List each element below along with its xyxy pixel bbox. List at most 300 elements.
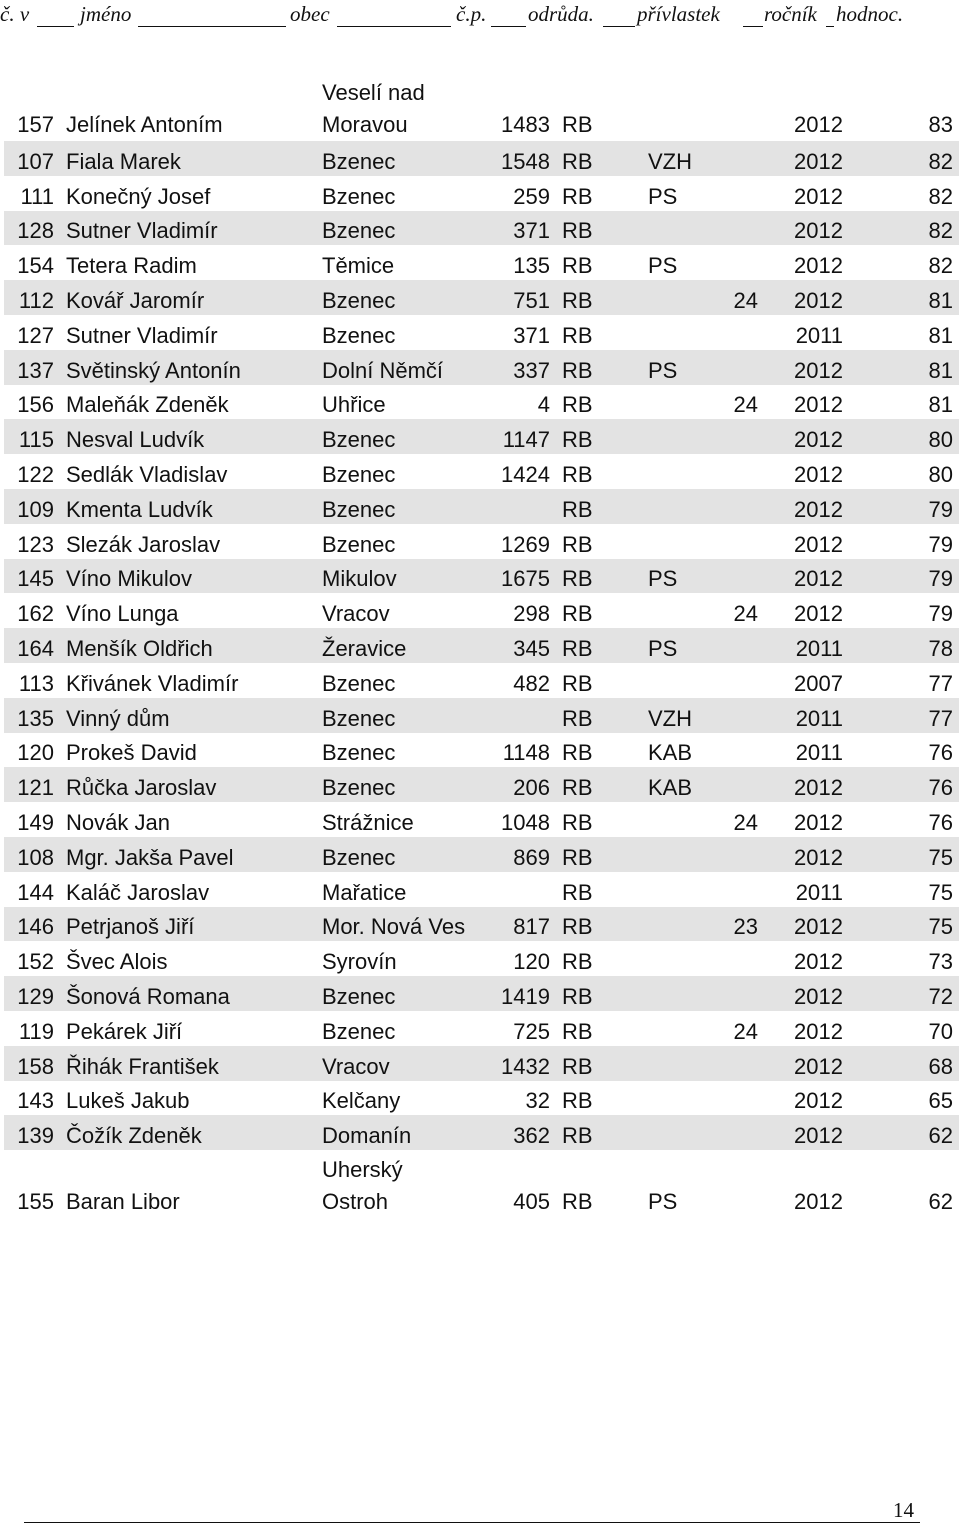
cell-hodnoceni: 73	[928, 949, 953, 975]
table-row	[4, 315, 959, 350]
column-header	[0, 0, 960, 30]
cell-hodnoceni: 79	[849, 489, 959, 524]
cell-cislo: 144	[17, 879, 54, 905]
cell-cp: 751	[478, 280, 556, 315]
cell-cp: 1432	[478, 1046, 556, 1081]
cell-cp: 1424	[501, 461, 550, 487]
cell-rocnik: 2012	[764, 767, 849, 802]
header-underline	[337, 26, 451, 27]
cell-rocnik: 2012	[764, 1046, 849, 1081]
cell-cislo: 128	[4, 211, 60, 246]
cell-cp: 362	[478, 1115, 556, 1150]
cell-extra	[724, 489, 764, 524]
cell-cp: 337	[478, 350, 556, 385]
cell-obec: Bzenec	[316, 280, 478, 315]
table-row	[4, 454, 959, 489]
cell-jmeno: Křivánek Vladimír	[66, 670, 239, 696]
header-underline	[37, 26, 74, 27]
cell-cislo: 112	[4, 280, 60, 315]
cell-jmeno: Pekárek Jiří	[66, 1018, 183, 1044]
cell-hodnoceni: 81	[928, 322, 953, 348]
cell-jmeno: Víno Lunga	[66, 601, 179, 627]
cell-jmeno: Čožík Zdeněk	[60, 1115, 316, 1150]
cell-cislo: 120	[17, 740, 54, 766]
cell-hodnoceni: 72	[849, 976, 959, 1011]
cell-jmeno: Maleňák Zdeněk	[66, 392, 229, 418]
cell-odruda: RB	[556, 141, 642, 176]
cell-rocnik: 2012	[764, 419, 849, 454]
cell-hodnoceni: 81	[928, 392, 953, 418]
cell-jmeno: Novák Jan	[66, 809, 170, 835]
cell-obec: Bzenec	[316, 767, 478, 802]
table-row	[4, 176, 959, 211]
table-row	[4, 141, 959, 176]
cell-cislo: 162	[17, 601, 54, 627]
header-rocnik: ročník	[764, 2, 817, 26]
cell-privlastek	[642, 211, 724, 246]
cell-privlastek	[642, 1046, 724, 1081]
cell-extra	[724, 976, 764, 1011]
cell-odruda: RB	[562, 1088, 593, 1114]
cell-cp: 1048	[501, 809, 550, 835]
cell-rocnik: 2012	[764, 489, 849, 524]
cell-cp: 1419	[478, 976, 556, 1011]
cell-odruda: RB	[562, 1189, 593, 1215]
cell-extra	[724, 245, 764, 280]
cell-cp	[478, 872, 556, 907]
header-underline	[491, 26, 526, 27]
cell-odruda: RB	[556, 280, 642, 315]
cell-obec: Bzenec	[322, 670, 396, 696]
cell-odruda: RB	[562, 1018, 593, 1044]
cell-rocnik: 2012	[764, 211, 849, 246]
cell-cp: 371	[513, 322, 550, 348]
cell-extra: 24	[733, 1018, 758, 1044]
cell-cislo: 143	[17, 1088, 54, 1114]
cell-hodnoceni: 79	[928, 601, 953, 627]
table-row	[4, 698, 959, 733]
footer-rule	[24, 1522, 920, 1523]
cell-extra	[724, 315, 764, 350]
cell-cp: 120	[513, 949, 550, 975]
cell-extra	[724, 628, 764, 663]
cell-hodnoceni: 80	[849, 419, 959, 454]
cell-obec: Mor. Nová Ves	[316, 907, 478, 942]
table-row	[4, 976, 959, 1011]
cell-cp: 869	[478, 837, 556, 872]
cell-cp: 725	[513, 1018, 550, 1044]
cell-cislo: 115	[4, 419, 60, 454]
cell-jmeno: Slezák Jaroslav	[66, 531, 221, 557]
cell-privlastek	[642, 802, 724, 837]
cell-privlastek	[642, 73, 724, 141]
cell-rocnik: 2007	[794, 670, 843, 696]
header-hodnoc: hodnoc.	[836, 2, 904, 26]
table-row	[4, 385, 959, 420]
cell-privlastek	[642, 593, 724, 628]
cell-cp: 1483	[501, 112, 550, 137]
cell-jmeno: Sutner Vladimír	[60, 211, 316, 246]
cell-jmeno: Lukeš Jakub	[66, 1088, 190, 1114]
cell-odruda: RB	[556, 907, 642, 942]
cell-odruda: RB	[562, 949, 593, 975]
cell-odruda: RB	[556, 767, 642, 802]
cell-cislo: 108	[4, 837, 60, 872]
cell-obec: Bzenec	[316, 976, 478, 1011]
cell-privlastek	[642, 872, 724, 907]
header-jmeno: jméno	[80, 2, 132, 26]
header-odruda: odrůda.	[528, 2, 594, 26]
cell-privlastek: KAB	[648, 740, 693, 766]
cell-cp	[478, 489, 556, 524]
cell-cislo: 119	[18, 1018, 54, 1044]
cell-privlastek: PS	[642, 350, 724, 385]
cell-cp: 482	[513, 670, 550, 696]
table-row	[4, 872, 959, 907]
table-row	[4, 1150, 959, 1218]
cell-privlastek	[642, 907, 724, 942]
cell-cislo: 135	[4, 698, 60, 733]
cell-obec: Bzenec	[316, 211, 478, 246]
cell-odruda: RB	[556, 211, 642, 246]
cell-obec: Kelčany	[322, 1088, 401, 1114]
cell-obec: Bzenec	[322, 461, 396, 487]
cell-cislo: 156	[17, 392, 54, 418]
cell-privlastek: PS	[648, 183, 678, 209]
cell-privlastek	[642, 837, 724, 872]
cell-odruda: RB	[562, 392, 593, 418]
table-row	[4, 245, 959, 280]
cell-cislo: 158	[4, 1046, 60, 1081]
cell-cp: 405	[513, 1189, 550, 1215]
cell-obec: Bzenec	[316, 698, 478, 733]
cell-hodnoceni: 81	[849, 350, 959, 385]
cell-cislo: 157	[17, 112, 54, 137]
cell-privlastek	[642, 663, 724, 698]
cell-jmeno: Fiala Marek	[60, 141, 316, 176]
table-row	[4, 628, 959, 663]
cell-hodnoceni: 82	[928, 183, 953, 209]
cell-obec: Uhřice	[322, 392, 386, 418]
cell-rocnik: 2012	[764, 350, 849, 385]
cell-hodnoceni: 83	[928, 112, 953, 137]
cell-cp: 1548	[478, 141, 556, 176]
cell-cp: 345	[478, 628, 556, 663]
cell-privlastek	[642, 976, 724, 1011]
cell-extra: 24	[733, 809, 758, 835]
cell-rocnik: 2011	[795, 322, 843, 348]
table-row	[4, 837, 959, 872]
cell-cp: 4	[537, 392, 550, 418]
cell-rocnik: 2012	[794, 809, 843, 835]
cell-odruda: RB	[562, 879, 593, 905]
cell-rocnik: 2012	[794, 601, 843, 627]
cell-jmeno: Petrjanoš Jiří	[60, 907, 316, 942]
cell-cp: 135	[513, 253, 550, 279]
table-row	[4, 663, 959, 698]
cell-cislo: 146	[4, 907, 60, 942]
cell-odruda: RB	[562, 253, 593, 279]
cell-privlastek	[642, 1081, 724, 1116]
cell-cislo: 111	[20, 183, 54, 209]
cell-hodnoceni: 65	[928, 1088, 953, 1114]
cell-extra	[724, 1115, 764, 1150]
cell-obec: Mikulov	[316, 559, 478, 594]
cell-extra	[724, 837, 764, 872]
cell-privlastek	[642, 280, 724, 315]
cell-cislo: 154	[17, 253, 54, 279]
cell-extra	[724, 141, 764, 176]
cell-jmeno: Nesval Ludvík	[60, 419, 316, 454]
cell-rocnik: 2012	[794, 1018, 843, 1044]
cell-odruda: RB	[562, 461, 593, 487]
cell-odruda: RB	[556, 976, 642, 1011]
table-row	[4, 1081, 959, 1116]
cell-cislo: 137	[4, 350, 60, 385]
cell-hodnoceni: 78	[849, 628, 959, 663]
header-underline	[826, 26, 834, 27]
cell-cp: 1148	[502, 740, 550, 766]
cell-privlastek	[642, 385, 724, 420]
results-table	[4, 73, 959, 1218]
table-row	[4, 73, 959, 141]
table-row	[4, 733, 959, 768]
cell-cislo: 139	[4, 1115, 60, 1150]
cell-extra: 24	[733, 601, 758, 627]
cell-rocnik: 2011	[764, 628, 849, 663]
cell-hodnoceni: 68	[849, 1046, 959, 1081]
table-row	[4, 593, 959, 628]
cell-jmeno: Baran Libor	[66, 1189, 180, 1215]
cell-obec: Bzenec	[316, 837, 478, 872]
cell-obec: Těmice	[322, 253, 395, 279]
cell-jmeno: Kaláč Jaroslav	[66, 879, 210, 905]
cell-cp: 1269	[501, 531, 550, 557]
cell-hodnoceni: 76	[849, 767, 959, 802]
table-body	[4, 73, 959, 1218]
table-row	[4, 802, 959, 837]
cell-obec: Bzenec	[322, 531, 396, 557]
page-number: 14	[893, 1498, 914, 1522]
cell-hodnoceni: 79	[928, 531, 953, 557]
cell-privlastek: KAB	[642, 767, 724, 802]
cell-rocnik: 2012	[794, 1189, 843, 1215]
cell-jmeno: Kovář Jaromír	[60, 280, 316, 315]
cell-privlastek: VZH	[642, 698, 724, 733]
cell-rocnik: 2011	[795, 740, 843, 766]
table-row	[4, 211, 959, 246]
cell-obec: Bzenec	[322, 740, 396, 766]
cell-privlastek: VZH	[642, 141, 724, 176]
cell-cislo: 121	[4, 767, 60, 802]
cell-privlastek	[642, 941, 724, 976]
cell-cp	[478, 698, 556, 733]
table-row	[4, 559, 959, 594]
cell-cislo: 164	[4, 628, 60, 663]
cell-extra	[724, 1081, 764, 1116]
cell-cislo: 145	[4, 559, 60, 594]
cell-privlastek: PS	[648, 1189, 678, 1215]
cell-extra: 24	[724, 280, 764, 315]
cell-hodnoceni: 77	[849, 698, 959, 733]
cell-cislo: 149	[17, 809, 54, 835]
cell-extra	[724, 767, 764, 802]
cell-extra: 23	[724, 907, 764, 942]
cell-hodnoceni: 70	[928, 1018, 953, 1044]
cell-obec: Mařatice	[322, 879, 407, 905]
cell-privlastek	[642, 1115, 724, 1150]
cell-cp: 32	[525, 1088, 550, 1114]
cell-obec: Domanín	[316, 1115, 478, 1150]
cell-odruda: RB	[562, 809, 593, 835]
cell-extra	[724, 1150, 764, 1218]
cell-hodnoceni: 82	[928, 253, 953, 279]
cell-obec: Bzenec	[316, 489, 478, 524]
cell-odruda: RB	[562, 740, 593, 766]
cell-extra	[724, 698, 764, 733]
cell-privlastek: PS	[648, 253, 678, 279]
cell-cp: 298	[513, 601, 550, 627]
table-row	[4, 489, 959, 524]
cell-jmeno: Menšík Oldřich	[60, 628, 316, 663]
cell-extra	[724, 211, 764, 246]
cell-rocnik: 2012	[794, 461, 843, 487]
table-row	[4, 524, 959, 559]
cell-cp: 371	[478, 211, 556, 246]
cell-extra	[724, 419, 764, 454]
cell-rocnik: 2011	[795, 879, 843, 905]
cell-privlastek: PS	[642, 628, 724, 663]
cell-jmeno: Sedlák Vladislav	[66, 461, 228, 487]
cell-hodnoceni: 75	[849, 907, 959, 942]
cell-odruda: RB	[556, 837, 642, 872]
cell-jmeno: Víno Mikulov	[60, 559, 316, 594]
table-row	[4, 1046, 959, 1081]
cell-odruda: RB	[556, 698, 642, 733]
cell-cislo: 152	[17, 949, 54, 975]
cell-odruda: RB	[556, 1046, 642, 1081]
cell-cp: 1675	[478, 559, 556, 594]
cell-cislo: 107	[4, 141, 60, 176]
cell-obec: Bzenec	[322, 183, 396, 209]
cell-odruda: RB	[556, 419, 642, 454]
cell-odruda: RB	[556, 628, 642, 663]
table-row	[4, 280, 959, 315]
cell-cp: 1147	[478, 419, 556, 454]
cell-rocnik: 2012	[764, 1115, 849, 1150]
cell-cp: 817	[478, 907, 556, 942]
cell-cislo: 109	[4, 489, 60, 524]
header-underline	[743, 26, 763, 27]
cell-extra	[724, 73, 764, 141]
header-obec: obec	[290, 2, 330, 26]
table-row	[4, 1011, 959, 1046]
cell-odruda: RB	[562, 112, 593, 137]
cell-hodnoceni: 80	[928, 461, 953, 487]
cell-hodnoceni: 81	[849, 280, 959, 315]
cell-hodnoceni: 75	[928, 879, 953, 905]
cell-hodnoceni: 62	[928, 1189, 953, 1215]
header-c: č. v	[0, 2, 30, 26]
cell-hodnoceni: 82	[849, 141, 959, 176]
cell-rocnik: 2012	[794, 949, 843, 975]
cell-odruda: RB	[556, 559, 642, 594]
cell-privlastek	[642, 1011, 724, 1046]
cell-cislo: 113	[18, 670, 54, 696]
header-underline	[138, 26, 286, 27]
header-cp: č.p.	[456, 2, 487, 26]
cell-hodnoceni: 76	[928, 809, 953, 835]
cell-obec: Uherský Ostroh	[322, 1157, 403, 1215]
cell-odruda: RB	[562, 601, 593, 627]
cell-privlastek	[642, 315, 724, 350]
cell-obec: Bzenec	[316, 419, 478, 454]
cell-hodnoceni: 82	[849, 211, 959, 246]
cell-cislo: 123	[17, 531, 54, 557]
cell-rocnik: 2012	[794, 112, 843, 137]
cell-obec: Žeravice	[316, 628, 478, 663]
table-row	[4, 1115, 959, 1150]
cell-extra	[724, 941, 764, 976]
cell-privlastek: PS	[642, 559, 724, 594]
cell-extra: 24	[733, 392, 758, 418]
cell-obec: Syrovín	[322, 949, 397, 975]
cell-obec: Bzenec	[322, 322, 396, 348]
cell-obec: Vracov	[322, 601, 390, 627]
cell-jmeno: Růčka Jaroslav	[60, 767, 316, 802]
table-row	[4, 907, 959, 942]
cell-rocnik: 2012	[794, 253, 843, 279]
cell-hodnoceni: 79	[849, 559, 959, 594]
cell-odruda: RB	[556, 1115, 642, 1150]
cell-jmeno: Světinský Antonín	[60, 350, 316, 385]
cell-jmeno: Tetera Radim	[66, 253, 197, 279]
cell-extra	[724, 1046, 764, 1081]
header-privlastek: přívlastek	[637, 2, 720, 26]
table-row	[4, 350, 959, 385]
cell-cislo: 155	[17, 1189, 54, 1215]
cell-extra	[724, 350, 764, 385]
cell-privlastek	[642, 454, 724, 489]
cell-jmeno: Prokeš David	[66, 740, 197, 766]
cell-rocnik: 2011	[764, 698, 849, 733]
cell-odruda: RB	[562, 670, 593, 696]
cell-obec: Veselí nad Moravou	[322, 80, 425, 137]
cell-extra	[724, 176, 764, 211]
cell-rocnik: 2012	[794, 1088, 843, 1114]
cell-extra	[724, 872, 764, 907]
cell-rocnik: 2012	[764, 141, 849, 176]
cell-jmeno: Vinný dům	[60, 698, 316, 733]
cell-jmeno: Sutner Vladimír	[66, 322, 218, 348]
cell-privlastek	[642, 524, 724, 559]
cell-privlastek	[642, 489, 724, 524]
cell-rocnik: 2012	[764, 976, 849, 1011]
cell-cislo: 122	[17, 461, 54, 487]
cell-hodnoceni: 62	[849, 1115, 959, 1150]
cell-extra	[724, 559, 764, 594]
cell-jmeno: Konečný Josef	[66, 183, 211, 209]
cell-cp: 259	[513, 183, 550, 209]
header-underline	[603, 26, 635, 27]
cell-jmeno: Kmenta Ludvík	[60, 489, 316, 524]
cell-privlastek	[642, 419, 724, 454]
cell-jmeno: Jelínek Antoním	[66, 112, 223, 137]
cell-hodnoceni: 75	[849, 837, 959, 872]
cell-extra	[724, 524, 764, 559]
cell-cislo: 127	[17, 322, 54, 348]
cell-hodnoceni: 76	[928, 740, 953, 766]
